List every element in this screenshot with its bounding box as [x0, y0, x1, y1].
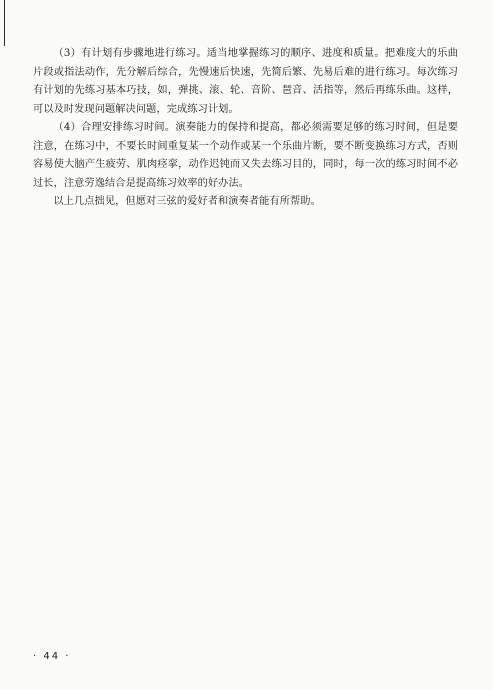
paragraph-practice-plan: （3）有计划有步骤地进行练习。适当地掌握练习的顺序、进度和质量。把难度大的乐曲片段或指法动作，先分解后综合，先慢速后快速，先简后繁、先易后难的进行练习。每次练习有计划的先练习基本巧技，如，弹挑、滚、轮、音阶、琶音、活指等，然后再练乐曲。这样，可以及时发现问题解决问题，完成练习计划。: [33, 48, 458, 115]
document-body: [33, 45, 458, 212]
page-number: · 44 ·: [33, 651, 71, 662]
paragraph-conclusion: 以上几点拙见，但愿对三弦的爱好者和演奏者能有所帮助。: [53, 196, 321, 207]
paragraph-practice-time: （4）合理安排练习时间。演奏能力的保持和提高，都必须需要足够的练习时间，但是要注意，在练习中，不要长时间重复某一个动作或某一个乐曲片断，要不断变换练习方式，否则容易使大脑产生疲劳、肌肉痉挛，动作迟钝而又失去练习目的，同时，每一次的练习时间不必过长，注意劳逸结合是提高练习效率的好办法。: [33, 122, 458, 189]
scan-edge-mark: [4, 0, 5, 46]
